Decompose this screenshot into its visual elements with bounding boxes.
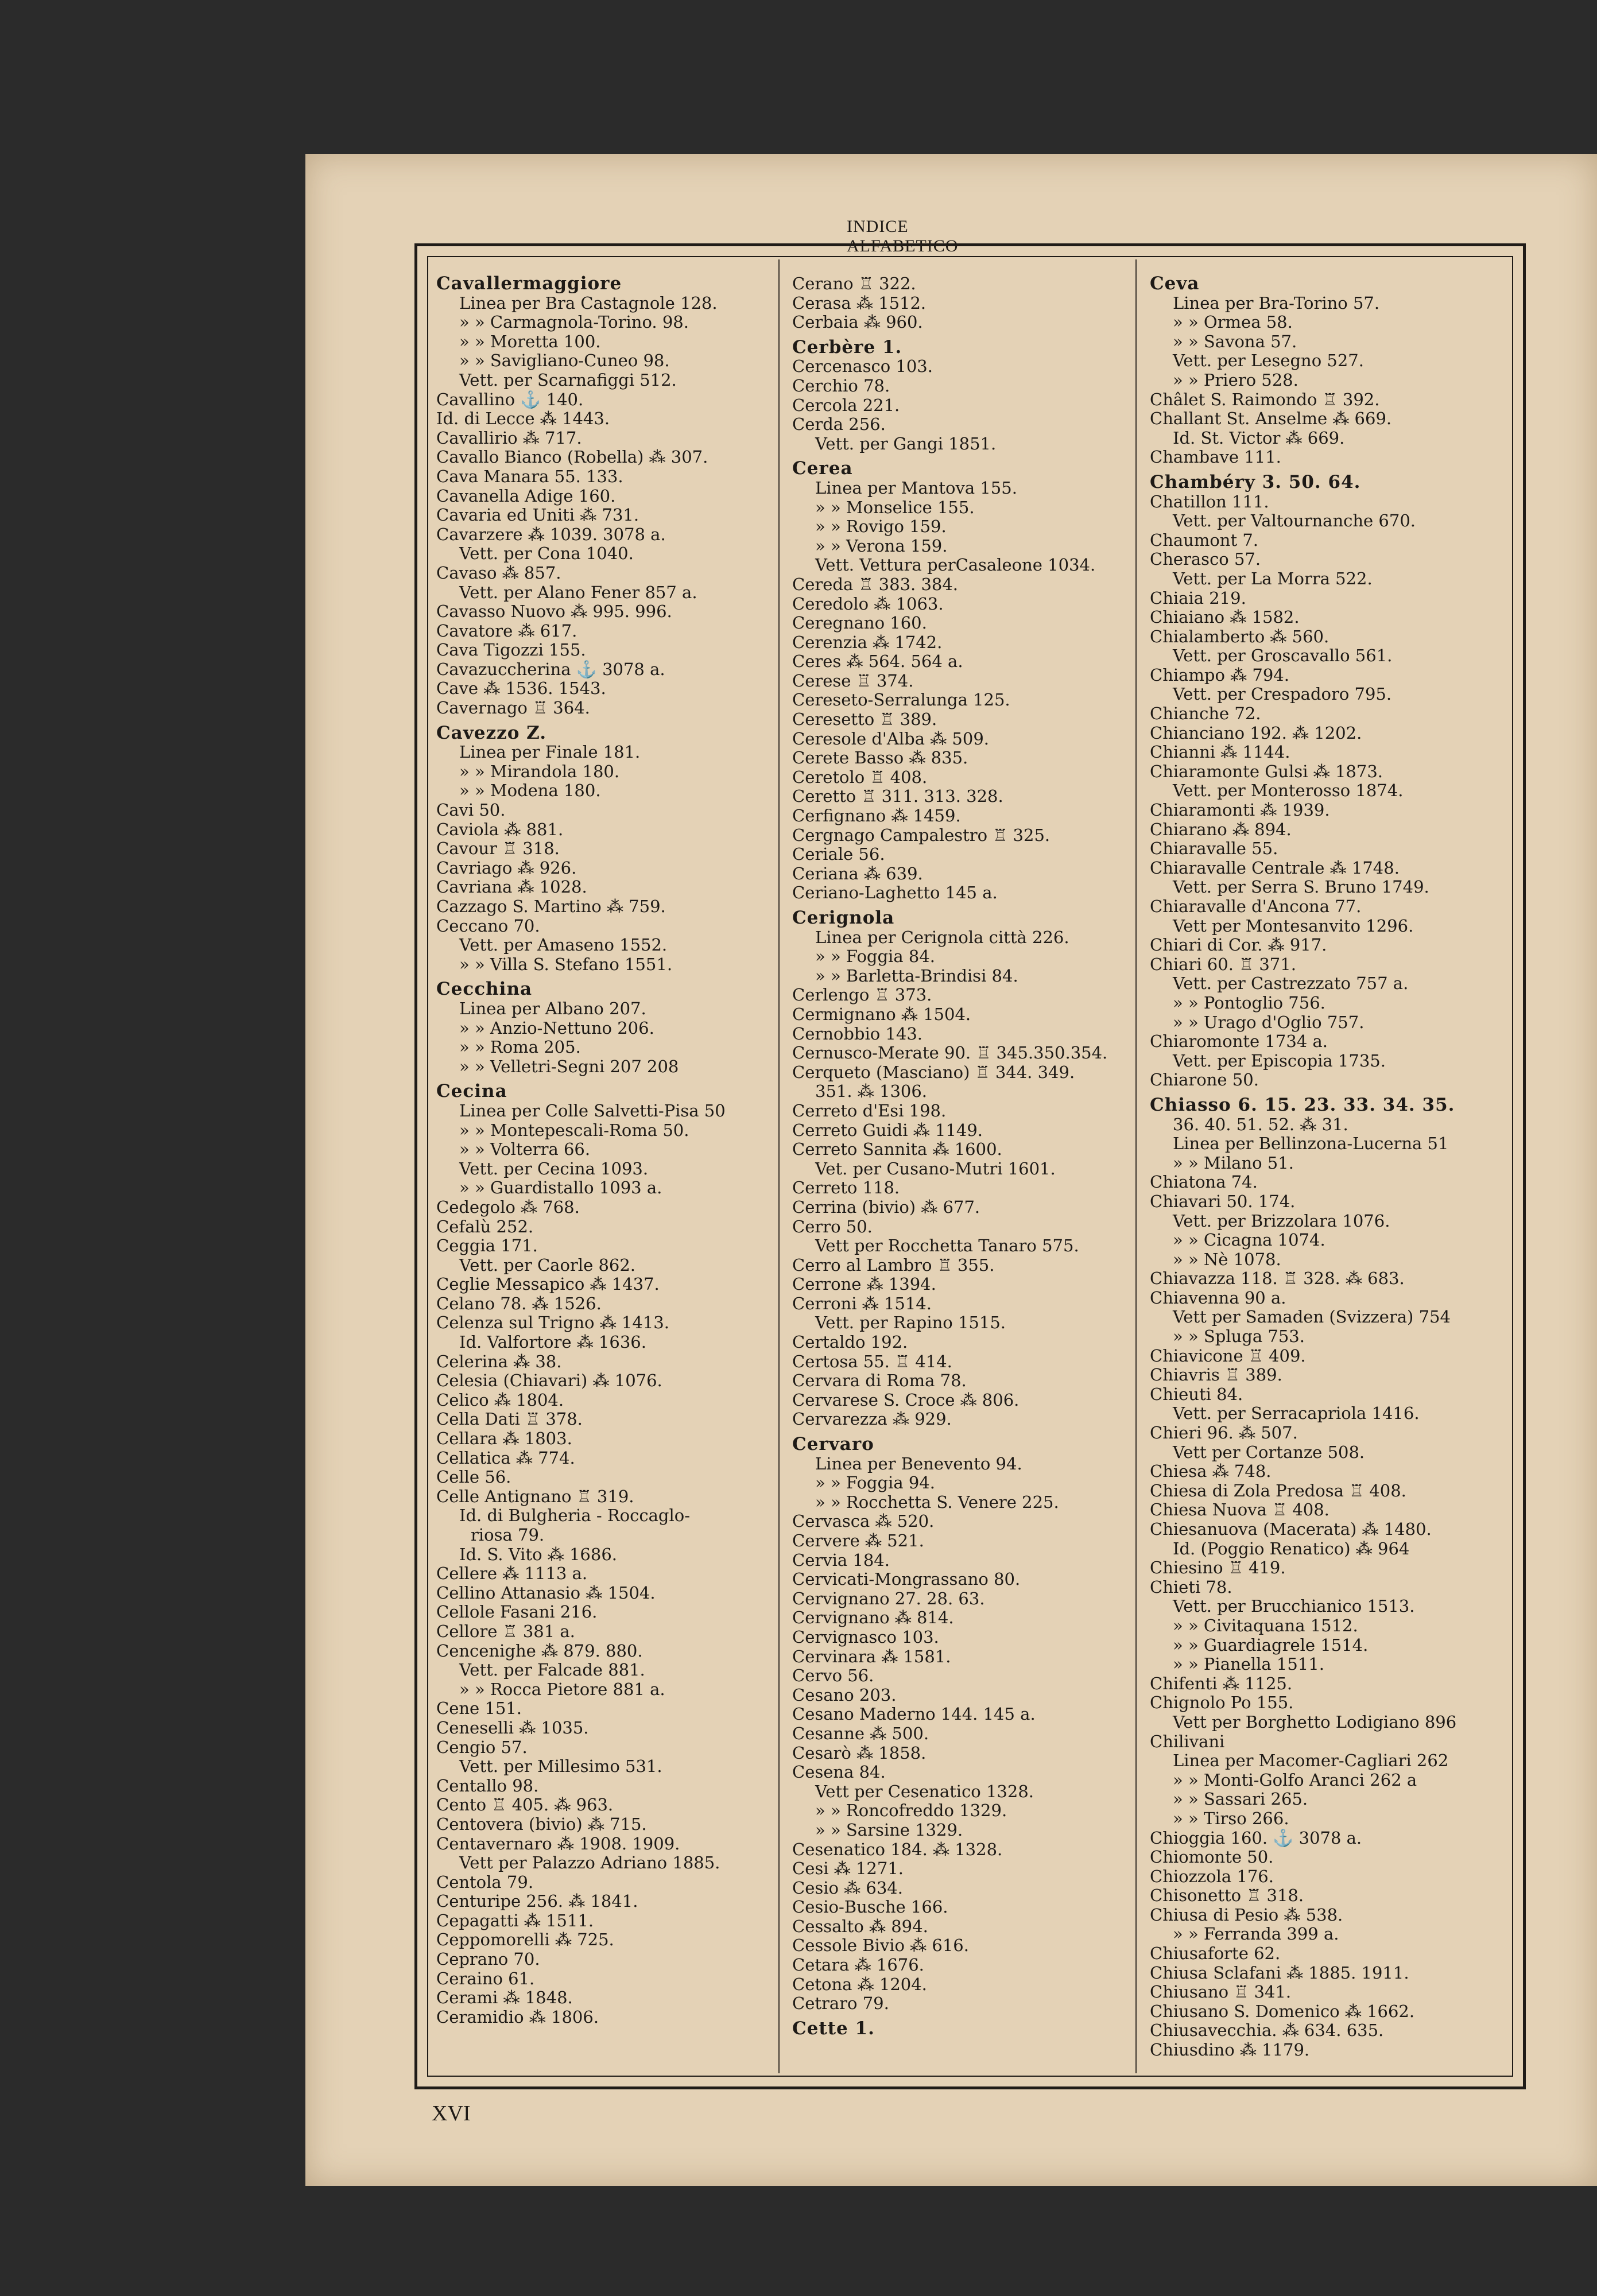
- index-entry: » » Mirandola 180.: [459, 761, 620, 781]
- index-entry: Vett. per Lesegno 527.: [1173, 351, 1364, 371]
- index-entry: Ceres ⁂ 564. 564 a.: [792, 651, 963, 672]
- index-entry: Centola 79.: [436, 1872, 534, 1892]
- index-entry: » » Tirso 266.: [1173, 1808, 1289, 1828]
- index-entry: Cerlengo ♖ 373.: [792, 985, 932, 1005]
- index-entry: Cellere ⁂ 1113 a.: [436, 1564, 588, 1584]
- index-entry: Celerina ⁂ 38.: [436, 1351, 562, 1371]
- index-entry: Vett. per Falcade 881.: [459, 1660, 645, 1680]
- index-entry: Cavriago ⁂ 926.: [436, 858, 577, 878]
- index-entry: » » Spluga 753.: [1173, 1327, 1305, 1347]
- index-entry: Cervignasco 103.: [792, 1627, 939, 1647]
- index-entry: » » Verona 159.: [815, 536, 948, 556]
- index-entry: Chianche 72.: [1150, 704, 1261, 724]
- index-column-1: [436, 274, 775, 2065]
- index-entry: Cercola 221.: [792, 395, 900, 415]
- index-entry: Ceriano-Laghetto 145 a.: [792, 883, 998, 903]
- index-entry: Chiavazza 118. ♖ 328. ⁂ 683.: [1150, 1269, 1405, 1289]
- index-entry: Cerenzia ⁂ 1742.: [792, 632, 943, 652]
- index-entry: Id. St. Victor ⁂ 669.: [1173, 428, 1345, 448]
- index-entry: Cavatore ⁂ 617.: [436, 620, 577, 641]
- index-entry: Chiari di Cor. ⁂ 917.: [1150, 935, 1327, 955]
- index-entry: Cervinara ⁂ 1581.: [792, 1646, 951, 1666]
- index-entry: Vett. per Alano Fener 857 a.: [459, 582, 697, 602]
- index-entry: Chianciano 192. ⁂ 1202.: [1150, 723, 1362, 743]
- index-entry: Cercenasco 103.: [792, 356, 933, 377]
- index-entry: Chiesa di Zola Predosa ♖ 408.: [1150, 1480, 1406, 1500]
- index-entry: Ceretolo ♖ 408.: [792, 767, 928, 787]
- index-entry: Chignolo Po 155.: [1150, 1693, 1294, 1713]
- index-entry: Cerro 50.: [792, 1216, 873, 1236]
- index-entry: Celle 56.: [436, 1467, 511, 1487]
- index-entry: Certosa 55. ♖ 414.: [792, 1351, 952, 1371]
- index-entry: Chiaromonte 1734 a.: [1150, 1031, 1328, 1052]
- index-entry: Cesio-Busche 166.: [792, 1897, 948, 1917]
- index-entry: Cerreto Guidi ⁂ 1149.: [792, 1120, 983, 1140]
- index-entry: Vett. per Brucchianico 1513.: [1173, 1596, 1415, 1616]
- index-entry: Cerasa ⁂ 1512.: [792, 293, 927, 313]
- index-entry: Cene 151.: [436, 1698, 522, 1719]
- index-entry: Cento ♖ 405. ⁂ 963.: [436, 1795, 614, 1815]
- index-entry: Chiaramonte Gulsi ⁂ 1873.: [1150, 761, 1383, 781]
- index-heading: Cerbère 1.: [792, 336, 902, 358]
- index-entry: Chiesino ♖ 419.: [1150, 1558, 1286, 1578]
- index-entry: Vett. per Rapino 1515.: [815, 1313, 1006, 1333]
- index-entry: Chiozzola 176.: [1150, 1866, 1274, 1886]
- index-entry: » » Milano 51.: [1173, 1153, 1294, 1173]
- index-entry: Vett. per Scarnafiggi 512.: [459, 370, 677, 390]
- index-entry: Cellino Attanasio ⁂ 1504.: [436, 1583, 656, 1603]
- index-heading: Chambéry 3. 50. 64.: [1150, 471, 1361, 492]
- index-entry: Cergnago Campalestro ♖ 325.: [792, 825, 1051, 845]
- index-entry: Ceretto ♖ 311. 313. 328.: [792, 786, 1003, 806]
- column-rule-1: [778, 259, 780, 2073]
- index-entry: Chieuti 84.: [1150, 1384, 1243, 1404]
- index-entry: Cervere ⁂ 521.: [792, 1531, 924, 1550]
- page-number: XVI: [432, 2101, 471, 2126]
- index-entry: » » Roma 205.: [459, 1037, 581, 1057]
- index-entry: » » Barletta-Brindisi 84.: [815, 965, 1018, 986]
- index-entry: Linea per Albano 207.: [459, 998, 646, 1018]
- index-entry: Cetara ⁂ 1676.: [792, 1955, 924, 1975]
- index-entry: Cellatica ⁂ 774.: [436, 1448, 575, 1468]
- index-entry: Linea per Mantova 155.: [815, 478, 1017, 498]
- index-column-3: [1150, 274, 1489, 2065]
- index-entry: Vett. per La Morra 522.: [1173, 568, 1373, 588]
- index-entry: Chiavenna 90 a.: [1150, 1287, 1286, 1308]
- index-entry: Chiavicone ♖ 409.: [1150, 1345, 1306, 1366]
- index-entry: Cerda 256.: [792, 414, 886, 435]
- index-entry: Vett per Samaden (Svizzera) 754: [1173, 1307, 1451, 1327]
- index-entry: Linea per Colle Salvetti-Pisa 50: [459, 1100, 726, 1120]
- index-entry: Cervarezza ⁂ 929.: [792, 1409, 952, 1429]
- index-heading: Cerignola: [792, 907, 895, 928]
- index-entry: Chiaravalle d'Ancona 77.: [1150, 897, 1362, 916]
- index-entry: » » Savona 57.: [1173, 331, 1297, 351]
- index-entry: Cella Dati ♖ 378.: [436, 1409, 583, 1429]
- index-entry: Chaumont 7.: [1150, 530, 1259, 550]
- index-entry: Cerrina (bivio) ⁂ 677.: [792, 1197, 980, 1217]
- index-entry: » » Volterra 66.: [459, 1139, 591, 1159]
- index-entry: Cava Tigozzi 155.: [436, 640, 586, 660]
- index-entry: Cesi ⁂ 1271.: [792, 1859, 904, 1879]
- index-entry: Celano 78. ⁂ 1526.: [436, 1293, 602, 1313]
- index-entry: Cessole Bivio ⁂ 616.: [792, 1936, 969, 1956]
- index-entry: Cetona ⁂ 1204.: [792, 1974, 927, 1994]
- index-entry: Chiesanuova (Macerata) ⁂ 1480.: [1150, 1519, 1432, 1539]
- index-entry: Ceprano 70.: [436, 1949, 540, 1969]
- index-entry: Vett. per Amaseno 1552.: [459, 935, 668, 955]
- index-entry: Cereseto-Serralunga 125.: [792, 690, 1010, 710]
- index-entry: » » Sarsine 1329.: [815, 1820, 963, 1840]
- index-entry: Ceriale 56.: [792, 844, 885, 864]
- index-entry: Vett. per Serracapriola 1416.: [1173, 1403, 1420, 1424]
- index-entry: » » Pontoglio 756.: [1173, 992, 1325, 1013]
- index-entry: Vet. per Cusano-Mutri 1601.: [815, 1158, 1056, 1178]
- index-entry: Celenza sul Trigno ⁂ 1413.: [436, 1313, 669, 1333]
- index-entry: Chieti 78.: [1150, 1577, 1232, 1597]
- index-entry: Linea per Finale 181.: [459, 742, 641, 762]
- index-entry: Linea per Cerignola città 226.: [815, 927, 1069, 947]
- index-entry: Vett. per Cecina 1093.: [459, 1158, 649, 1178]
- index-entry: Cesano 203.: [792, 1685, 897, 1705]
- index-entry: Linea per Bra-Torino 57.: [1173, 293, 1380, 313]
- index-heading: Cervaro: [792, 1434, 874, 1455]
- index-entry: Linea per Benevento 94.: [815, 1453, 1022, 1473]
- index-entry: » » Monselice 155.: [815, 497, 975, 517]
- index-entry: Vett. per Valtournanche 670.: [1173, 511, 1416, 531]
- index-entry: Cavaria ed Uniti ⁂ 731.: [436, 505, 639, 525]
- index-entry: Vett. per Brizzolara 1076.: [1173, 1211, 1390, 1231]
- index-entry: Centavernaro ⁂ 1908. 1909.: [436, 1833, 680, 1853]
- index-entry: Cerese ♖ 374.: [792, 670, 914, 691]
- index-heading: Cecchina: [436, 979, 533, 1000]
- index-entry: Cefalù 252.: [436, 1216, 534, 1236]
- index-entry: Vett per Cortanze 508.: [1173, 1442, 1365, 1462]
- index-entry: » » Montepescali-Roma 50.: [459, 1120, 689, 1140]
- index-entry: » » Villa S. Stefano 1551.: [459, 954, 673, 974]
- index-entry: Centallo 98.: [436, 1775, 539, 1795]
- index-entry: Cavallino ⚓ 140.: [436, 389, 584, 409]
- index-entry: Cerreto 118.: [792, 1178, 900, 1198]
- index-entry: Cava Manara 55. 133.: [436, 466, 623, 486]
- index-entry: Cavallo Bianco (Robella) ⁂ 307.: [436, 447, 708, 467]
- index-entry: » » Ferranda 399 a.: [1173, 1924, 1339, 1944]
- index-entry: Cavasso Nuovo ⁂ 995. 996.: [436, 602, 672, 622]
- index-entry: Chiaravalle Centrale ⁂ 1748.: [1150, 858, 1400, 878]
- index-entry: » » Anzio-Nettuno 206.: [459, 1018, 654, 1038]
- index-entry: Vett per Montesanvito 1296.: [1173, 916, 1414, 936]
- index-entry: Chiusano ♖ 341.: [1150, 1982, 1292, 2002]
- index-entry: » » Guardistallo 1093 a.: [459, 1178, 662, 1198]
- index-entry: Chiusavecchia. ⁂ 634. 635.: [1150, 2020, 1384, 2041]
- index-entry: Vett. per Monterosso 1874.: [1173, 781, 1404, 801]
- index-entry: Cervicati-Mongrassano 80.: [792, 1569, 1021, 1589]
- index-entry: Ceregnano 160.: [792, 613, 927, 633]
- index-entry: Chiusa Sclafani ⁂ 1885. 1911.: [1150, 1963, 1409, 1983]
- index-entry: Cellole Fasani 216.: [436, 1602, 598, 1622]
- index-entry: Certaldo 192.: [792, 1332, 908, 1352]
- index-entry: Chiaravalle 55.: [1150, 839, 1278, 859]
- index-entry: Cerreto d'Esi 198.: [792, 1100, 947, 1120]
- index-entry: » » Civitaquana 1512.: [1173, 1615, 1358, 1635]
- index-entry: Linea per Bra Castagnole 128.: [459, 293, 718, 313]
- index-entry: Cavanella Adige 160.: [436, 486, 616, 506]
- index-entry: Id. di Bulgheria - Roccaglo-: [459, 1506, 691, 1526]
- column-rule-2: [1135, 259, 1137, 2073]
- index-entry: » » Guardiagrele 1514.: [1173, 1635, 1369, 1655]
- index-entry: Chioggia 160. ⚓ 3078 a.: [1150, 1828, 1362, 1848]
- index-heading: Ceva: [1150, 273, 1200, 294]
- index-entry: Cervara di Roma 78.: [792, 1371, 967, 1391]
- index-entry: Ceramidio ⁂ 1806.: [436, 2007, 599, 2027]
- index-entry: Chiatona 74.: [1150, 1172, 1258, 1192]
- index-entry: Cepagatti ⁂ 1511.: [436, 1910, 594, 1930]
- index-entry: Vett. per Cona 1040.: [459, 544, 634, 564]
- index-entry: » » Carmagnola-Torino. 98.: [459, 312, 689, 332]
- index-entry: » » Pianella 1511.: [1173, 1654, 1324, 1674]
- index-entry: Ceppomorelli ⁂ 725.: [436, 1930, 614, 1950]
- index-entry: Cesio ⁂ 634.: [792, 1878, 903, 1898]
- index-heading: Cecina: [436, 1081, 507, 1102]
- index-entry: Chiesa ⁂ 748.: [1150, 1461, 1272, 1481]
- index-entry: Chiarone 50.: [1150, 1070, 1259, 1090]
- index-entry: Cerreto Sannita ⁂ 1600.: [792, 1139, 1002, 1159]
- index-entry: Cerro al Lambro ♖ 355.: [792, 1255, 995, 1275]
- index-entry: Chiusa di Pesio ⁂ 538.: [1150, 1905, 1343, 1925]
- index-entry: Chiaiano ⁂ 1582.: [1150, 607, 1300, 627]
- index-entry: Vett. per Crespadoro 795.: [1173, 684, 1392, 704]
- index-entry: Vett. per Millesimo 531.: [459, 1756, 662, 1777]
- index-entry: Ceggia 171.: [436, 1236, 538, 1256]
- index-entry: Id. (Poggio Renatico) ⁂ 964: [1173, 1538, 1410, 1558]
- index-entry: Linea per Macomer-Cagliari 262: [1173, 1751, 1449, 1771]
- index-entry: Vett per Rocchetta Tanaro 575.: [815, 1236, 1079, 1256]
- index-entry: Cerchio 78.: [792, 375, 890, 395]
- index-entry: Chianni ⁂ 1144.: [1150, 742, 1290, 762]
- index-entry: Caviola ⁂ 881.: [436, 819, 564, 839]
- index-entry: Ceriana ⁂ 639.: [792, 863, 923, 883]
- index-entry: Cave ⁂ 1536. 1543.: [436, 678, 606, 699]
- index-entry: Cesarò ⁂ 1858.: [792, 1743, 927, 1763]
- index-entry: Cervo 56.: [792, 1666, 874, 1686]
- index-entry: Ceraino 61.: [436, 1968, 535, 1988]
- index-entry: Cazzago S. Martino ⁂ 759.: [436, 897, 666, 916]
- index-entry: Chieri 96. ⁂ 507.: [1150, 1423, 1298, 1443]
- index-entry: Châlet S. Raimondo ♖ 392.: [1150, 389, 1380, 409]
- index-entry: Id. S. Vito ⁂ 1686.: [459, 1544, 618, 1564]
- index-entry: Linea per Bellinzona-Lucerna 51: [1173, 1134, 1449, 1154]
- index-entry: Cengio 57.: [436, 1737, 528, 1757]
- index-entry: » » Rocca Pietore 881 a.: [459, 1679, 665, 1699]
- index-entry: Cervignano 27. 28. 63.: [792, 1588, 985, 1608]
- index-entry: Cavernago ♖ 364.: [436, 698, 590, 718]
- index-entry: » » Rovigo 159.: [815, 517, 947, 537]
- index-entry: Chiavris ♖ 389.: [1150, 1365, 1282, 1385]
- index-entry: Cavarzere ⁂ 1039. 3078 a.: [436, 524, 666, 544]
- index-entry: Cencenighe ⁂ 879. 880.: [436, 1640, 643, 1661]
- index-entry: Vett per Borghetto Lodigiano 896: [1173, 1712, 1457, 1732]
- index-heading: Cavezzo Z.: [436, 722, 547, 743]
- index-entry: Cavallirio ⁂ 717.: [436, 428, 582, 448]
- index-entry: Chiarano ⁂ 894.: [1150, 819, 1292, 839]
- index-entry: Cerroni ⁂ 1514.: [792, 1293, 932, 1313]
- index-entry: » » Foggia 84.: [815, 947, 935, 967]
- index-entry: 351. ⁂ 1306.: [815, 1081, 928, 1102]
- index-entry: Vett per Cesenatico 1328.: [815, 1781, 1034, 1801]
- index-entry: » » Sassari 265.: [1173, 1789, 1308, 1809]
- index-entry: Cavour ♖ 318.: [436, 839, 560, 859]
- index-entry: » » Velletri-Segni 207 208: [459, 1056, 679, 1076]
- index-entry: » » Modena 180.: [459, 781, 601, 801]
- index-entry: Cetraro 79.: [792, 1994, 889, 2014]
- index-entry: Cavi 50.: [436, 800, 506, 820]
- index-entry: Cervasca ⁂ 520.: [792, 1511, 935, 1531]
- index-entry: » » Nè 1078.: [1173, 1249, 1281, 1269]
- index-entry: Cerami ⁂ 1848.: [436, 1988, 573, 2008]
- index-entry: » » Ormea 58.: [1173, 312, 1293, 332]
- index-entry: Ceresole d'Alba ⁂ 509.: [792, 728, 989, 748]
- index-entry: Cavaso ⁂ 857.: [436, 563, 561, 583]
- index-entry: Vett. per Serra S. Bruno 1749.: [1173, 877, 1429, 897]
- index-entry: Vett per Palazzo Adriano 1885.: [459, 1853, 720, 1873]
- index-entry: Cedegolo ⁂ 768.: [436, 1197, 580, 1217]
- index-entry: Centovera (bivio) ⁂ 715.: [436, 1814, 647, 1834]
- index-entry: » » Cicagna 1074.: [1173, 1230, 1325, 1250]
- index-entry: Cessalto ⁂ 894.: [792, 1916, 928, 1936]
- index-entry: Chiusdino ⁂ 1179.: [1150, 2040, 1310, 2060]
- index-entry: Chilivani: [1150, 1731, 1225, 1751]
- index-entry: Cesena 84.: [792, 1762, 886, 1782]
- index-entry: Cereda ♖ 383. 384.: [792, 574, 959, 594]
- index-entry: Cesano Maderno 144. 145 a.: [792, 1704, 1036, 1724]
- index-entry: Challant St. Anselme ⁂ 669.: [1150, 409, 1392, 429]
- index-entry: Cesenatico 184. ⁂ 1328.: [792, 1839, 1003, 1859]
- index-entry: » » Monti-Golfo Aranci 262 a: [1173, 1770, 1417, 1790]
- index-entry: Cerfignano ⁂ 1459.: [792, 806, 961, 826]
- index-entry: » » Roncofreddo 1329.: [815, 1801, 1007, 1821]
- index-entry: Vett. Vettura perCasaleone 1034.: [815, 555, 1096, 575]
- index-entry: Ceresetto ♖ 389.: [792, 709, 937, 730]
- index-entry: Cervarese S. Croce ⁂ 806.: [792, 1390, 1020, 1410]
- index-entry: Cesanne ⁂ 500.: [792, 1723, 929, 1743]
- index-entry: Cellara ⁂ 1803.: [436, 1429, 572, 1449]
- index-entry: Celico ⁂ 1804.: [436, 1390, 564, 1410]
- index-entry: 36. 40. 51. 52. ⁂ 31.: [1173, 1114, 1348, 1134]
- index-entry: Vett. per Caorle 862.: [459, 1255, 636, 1275]
- index-entry: Vett. per Castrezzato 757 a.: [1173, 974, 1409, 994]
- index-entry: Chiari 60. ♖ 371.: [1150, 954, 1296, 974]
- index-heading: Chiasso 6. 15. 23. 33. 34. 35.: [1150, 1094, 1455, 1115]
- index-entry: Chiusaforte 62.: [1150, 1944, 1281, 1964]
- index-entry: Id. Valfortore ⁂ 1636.: [459, 1332, 646, 1352]
- index-entry: Chiavari 50. 174.: [1150, 1191, 1296, 1211]
- index-entry: Cervignano ⁂ 814.: [792, 1608, 954, 1628]
- index-entry: Chambave 111.: [1150, 447, 1281, 467]
- index-entry: Chiaia 219.: [1150, 588, 1246, 608]
- index-entry: » » Moretta 100.: [459, 331, 601, 351]
- index-entry: Vett. per Groscavallo 561.: [1173, 646, 1393, 666]
- index-entry: Chiusano S. Domenico ⁂ 1662.: [1150, 2001, 1415, 2021]
- index-entry: Chatillon 111.: [1150, 491, 1269, 511]
- index-entry: Cerrone ⁂ 1394.: [792, 1274, 936, 1294]
- index-entry: » » Rocchetta S. Venere 225.: [815, 1492, 1059, 1512]
- index-column-2: [792, 274, 1131, 2065]
- index-entry: Cerete Basso ⁂ 835.: [792, 748, 968, 768]
- index-entry: Cervia 184.: [792, 1550, 890, 1570]
- index-entry: » » Priero 528.: [1173, 370, 1298, 390]
- index-heading: Cerea: [792, 458, 853, 479]
- index-entry: Celesia (Chiavari) ⁂ 1076.: [436, 1371, 662, 1391]
- index-entry: Id. di Lecce ⁂ 1443.: [436, 409, 610, 429]
- index-heading: Cette 1.: [792, 2018, 875, 2039]
- index-entry: Cerano ♖ 322.: [792, 274, 916, 293]
- index-entry: » » Urago d'Oglio 757.: [1173, 1012, 1365, 1032]
- index-entry: Chifenti ⁂ 1125.: [1150, 1673, 1293, 1693]
- index-entry: Celle Antignano ♖ 319.: [436, 1486, 634, 1506]
- index-entry: Centuripe 256. ⁂ 1841.: [436, 1891, 638, 1911]
- index-heading: Cavallermaggiore: [436, 273, 622, 294]
- index-entry: Chiomonte 50.: [1150, 1847, 1274, 1867]
- index-entry: Vett. per Gangi 1851.: [815, 433, 997, 453]
- index-entry: Cerbaia ⁂ 960.: [792, 312, 923, 332]
- index-entry: Cavazuccherina ⚓ 3078 a.: [436, 659, 665, 679]
- index-entry: Ceccano 70.: [436, 916, 540, 936]
- index-entry: Chiaramonti ⁂ 1939.: [1150, 800, 1330, 820]
- index-entry: Cermignano ⁂ 1504.: [792, 1004, 971, 1024]
- index-entry: » » Foggia 94.: [815, 1473, 935, 1493]
- index-entry: Chisonetto ♖ 318.: [1150, 1886, 1304, 1906]
- index-entry: Cavriana ⁂ 1028.: [436, 877, 587, 897]
- index-entry: Chiampo ⁂ 794.: [1150, 665, 1289, 685]
- index-entry: riosa 79.: [471, 1525, 545, 1545]
- index-entry: Cherasco 57.: [1150, 549, 1261, 569]
- index-entry: Ceneselli ⁂ 1035.: [436, 1717, 589, 1737]
- index-entry: Cernusco-Merate 90. ♖ 345.350.354.: [792, 1043, 1108, 1063]
- index-entry: Ceglie Messapico ⁂ 1437.: [436, 1274, 660, 1294]
- index-entry: Ceredolo ⁂ 1063.: [792, 594, 944, 614]
- index-entry: » » Savigliano-Cuneo 98.: [459, 351, 670, 371]
- index-entry: Cernobbio 143.: [792, 1023, 923, 1044]
- index-entry: Chiesa Nuova ♖ 408.: [1150, 1500, 1329, 1520]
- index-entry: Cerqueto (Masciano) ♖ 344. 349.: [792, 1062, 1075, 1082]
- index-entry: Chialamberto ⁂ 560.: [1150, 626, 1329, 646]
- index-entry: Cellore ♖ 381 a.: [436, 1621, 575, 1641]
- running-head: INDICE ALFABETICO: [847, 217, 959, 255]
- index-entry: Vett. per Episcopia 1735.: [1173, 1050, 1386, 1071]
